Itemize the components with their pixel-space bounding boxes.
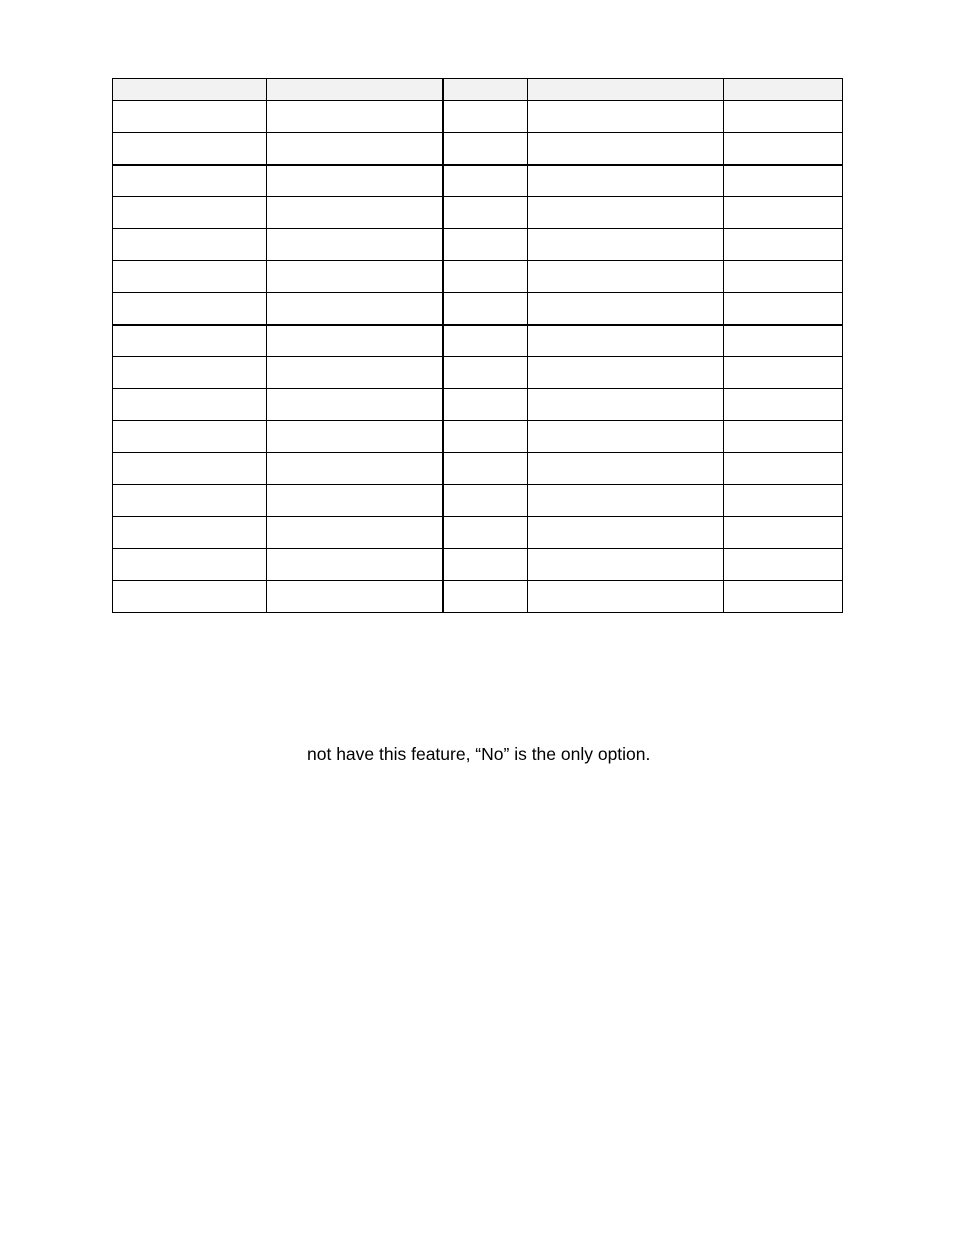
table-cell — [528, 293, 724, 325]
table-cell — [267, 165, 443, 197]
table-cell — [528, 453, 724, 485]
table-row — [113, 165, 843, 197]
table-cell — [267, 453, 443, 485]
table-row — [113, 133, 843, 165]
table-cell — [724, 581, 843, 613]
table-cell — [443, 261, 528, 293]
header-cell — [443, 79, 528, 101]
table-row — [113, 293, 843, 325]
table-row — [113, 549, 843, 581]
table-cell — [267, 517, 443, 549]
table-cell — [113, 581, 267, 613]
header-cell — [267, 79, 443, 101]
table-row — [113, 229, 843, 261]
table-cell — [267, 133, 443, 165]
data-table — [112, 78, 843, 613]
table-cell — [443, 389, 528, 421]
table-row — [113, 453, 843, 485]
table-cell — [443, 101, 528, 133]
table-cell — [443, 517, 528, 549]
table-cell — [113, 357, 267, 389]
table-cell — [267, 293, 443, 325]
table-cell — [113, 101, 267, 133]
table-cell — [528, 229, 724, 261]
table-cell — [528, 165, 724, 197]
table-cell — [528, 133, 724, 165]
table-cell — [528, 101, 724, 133]
table-cell — [113, 165, 267, 197]
table-cell — [267, 357, 443, 389]
table-row — [113, 101, 843, 133]
table-cell — [113, 261, 267, 293]
table-cell — [113, 133, 267, 165]
table-cell — [443, 485, 528, 517]
table-cell — [528, 517, 724, 549]
table-cell — [724, 485, 843, 517]
table-cell — [113, 229, 267, 261]
table-cell — [267, 421, 443, 453]
table-cell — [267, 101, 443, 133]
table-cell — [528, 485, 724, 517]
header-cell — [724, 79, 843, 101]
table-cell — [443, 549, 528, 581]
table-cell — [724, 261, 843, 293]
table-cell — [443, 325, 528, 357]
table-cell — [724, 229, 843, 261]
table-cell — [724, 101, 843, 133]
table-cell — [267, 325, 443, 357]
body-text: not have this feature, “No” is the only option. — [307, 744, 651, 764]
table-cell — [724, 133, 843, 165]
table-cell — [267, 581, 443, 613]
table-cell — [724, 421, 843, 453]
table-cell — [113, 389, 267, 421]
table-cell — [724, 293, 843, 325]
table-cell — [443, 197, 528, 229]
table-cell — [528, 325, 724, 357]
table-cell — [443, 293, 528, 325]
table-cell — [724, 165, 843, 197]
table-row — [113, 485, 843, 517]
table-row — [113, 325, 843, 357]
table-cell — [724, 389, 843, 421]
table-cell — [528, 261, 724, 293]
table-cell — [528, 357, 724, 389]
table-cell — [113, 197, 267, 229]
table-cell — [443, 229, 528, 261]
header-cell — [528, 79, 724, 101]
table-row — [113, 261, 843, 293]
table-cell — [113, 549, 267, 581]
table-cell — [724, 325, 843, 357]
table-cell — [528, 197, 724, 229]
table-row — [113, 421, 843, 453]
table-row — [113, 389, 843, 421]
table-cell — [267, 549, 443, 581]
table-row — [113, 357, 843, 389]
table-cell — [443, 421, 528, 453]
table-header-row — [113, 79, 843, 101]
table-cell — [724, 197, 843, 229]
table-cell — [267, 485, 443, 517]
table-cell — [724, 453, 843, 485]
table-row — [113, 517, 843, 549]
table-cell — [443, 581, 528, 613]
table-cell — [267, 261, 443, 293]
table-cell — [267, 197, 443, 229]
table-cell — [528, 389, 724, 421]
table-cell — [267, 389, 443, 421]
table-cell — [113, 517, 267, 549]
table-cell — [528, 549, 724, 581]
table-row — [113, 197, 843, 229]
table-cell — [724, 357, 843, 389]
table-cell — [113, 485, 267, 517]
table-cell — [443, 453, 528, 485]
table-cell — [113, 325, 267, 357]
table-cell — [528, 421, 724, 453]
table-cell — [528, 581, 724, 613]
table-cell — [724, 517, 843, 549]
header-cell — [113, 79, 267, 101]
table-cell — [443, 357, 528, 389]
table-cell — [113, 293, 267, 325]
table-row — [113, 581, 843, 613]
table-cell — [113, 453, 267, 485]
table-cell — [113, 421, 267, 453]
table-cell — [724, 549, 843, 581]
table-cell — [443, 165, 528, 197]
table-cell — [443, 133, 528, 165]
table-cell — [267, 229, 443, 261]
